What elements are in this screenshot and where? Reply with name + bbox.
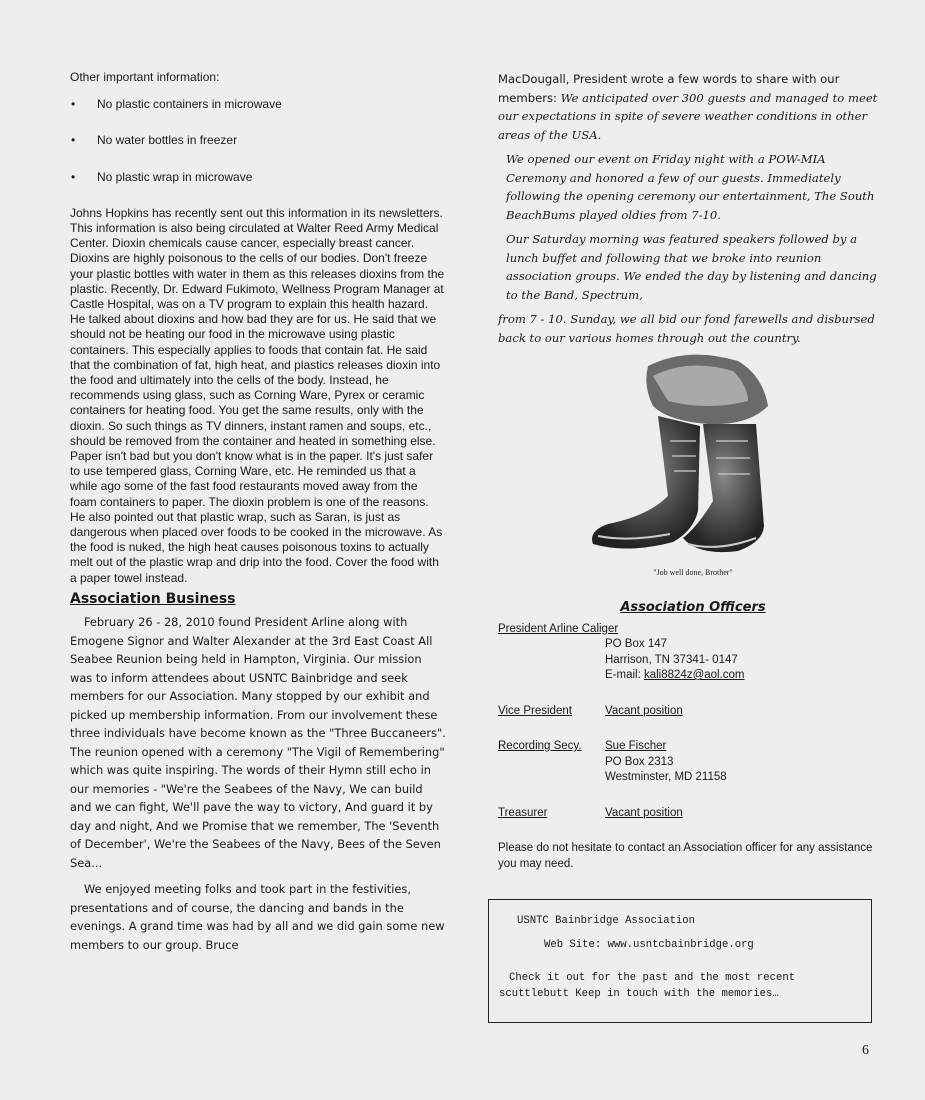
officer-role: President Arline Caliger: [498, 622, 619, 635]
box-text: scuttlebutt Keep in touch with the memories…: [499, 987, 779, 1000]
bullet-icon: •: [71, 133, 76, 148]
dioxin-article: Johns Hopkins has recently sent out this information in its newsletters. This information is also being circulated at Walter Reed Army Medical Center. Dioxin chemicals cause cancer, especially breast cancer. Dioxins are highly poisonous to the cells of our bodies. Don't freeze your plastic bottles with water in them as this releases dioxins from the plastic. Recently, Dr. Edward Fukimoto, Wellness Program Manager at Castle Hospital, was on a TV program to explain this health hazard. He talked about dioxins and how bad they are for us. He said that we should not be heating our food in the microwave using plastic containers. This especially applies to foods that contain fat. He said that the combination of fat, high heat, and plastics releases dioxin into the food and ultimately into the cells of the body. Instead, he recommends using glass, such as Corning Ware, Pyrex or ceramic containers for heating food. You get the same results, only with the dioxin. So such things as TV dinners, instant ramen and soups, etc., should be removed from the container and heated in something else. Paper isn't bad but you don't know what is in the paper. It's just safer to use tempered glass, Corning Ware, etc. He reminded us that a while ago some of the fast food restaurants moved away from the foam containers to paper. The dioxin problem is one of the reasons. He also pointed out that plastic wrap, such as Saran, is just as dangerous when placed over foods to be cooked in the microwave. As the food is nuked, the high heat causes poisonous toxins to actually melt out of the plastic wrap and drip into the food. Cover the food with a paper towel instead.: [70, 205, 445, 585]
list-item: • No water bottles in freezer: [71, 133, 238, 148]
list-item: • No plastic containers in microwave: [71, 97, 282, 112]
intro-text: Other important information:: [70, 70, 220, 84]
list-item: • No plastic wrap in microwave: [71, 169, 253, 184]
page-number: 6: [862, 1043, 869, 1058]
officer-role: Treasurer: [498, 806, 548, 819]
message-paragraph: from 7 - 10. Sunday, we all bid our fond farewells and disbursed back to our various homes through out the country.: [498, 312, 875, 345]
bullet-list: [70, 97, 446, 185]
officer-vice-president: [498, 704, 888, 720]
officer-role: Vice President: [498, 704, 572, 717]
business-section: [70, 613, 446, 954]
officer-name: Sue Fischer: [605, 740, 667, 752]
right-column: [498, 70, 888, 1000]
boots-helmet-photo: [588, 346, 788, 564]
officer-name: Vacant position: [605, 806, 683, 819]
message-paragraph: We opened our event on Friday night with a POW-MIA Ceremony and honored a few of our guests. Immediately following the opening ceremony our entertainment, The South BeachBums played oldies from 7-10.: [506, 152, 875, 222]
officers-heading: Association Officers: [620, 600, 766, 615]
officer-president: President Arline Caliger PO Box 147 Harrison, TN 37341- 0147 E-mail: kali8824z@aol.com: [498, 622, 888, 684]
message-paragraph: MacDougall, President wrote a few words to share with our members: We anticipated over 300 guests and managed to meet our expectations in spite of severe weather conditions in other areas of the USA.: [498, 72, 878, 142]
box-text: Check it out for the past and the most recent: [509, 972, 796, 984]
left-column: [70, 70, 446, 962]
website-box: [488, 899, 872, 1023]
association-name: USNTC Bainbridge Association: [517, 915, 696, 927]
officers-section: [498, 600, 888, 872]
message-paragraph: Our Saturday morning was featured speakers followed by a lunch buffet and following that we broke into reunion association groups. We ended the day by listening and dancing to the Band, Spectrum,: [506, 232, 877, 302]
email-link[interactable]: kali8824z@aol.com: [643, 669, 745, 681]
business-heading: Association Business: [70, 590, 236, 607]
bullet-icon: •: [71, 169, 76, 184]
bullet-icon: •: [71, 97, 76, 112]
business-paragraph: We enjoyed meeting folks and took part in the festivities, presentations and of course, the dancing and bands in the evenings. A grand time was had by all and we did gain some new members to our group. Bruce: [70, 882, 445, 952]
business-paragraph: February 26 - 28, 2010 found President Arline along with Emogene Signor and Walter Alexander at the 3rd East Coast All Seabee Reunion being held in Hampton, Virginia. Our mission was to inform attendees about USNTC Bainbridge and seek members for our Association. Many stopped by our exhibit and picked up membership information. From our involvement these three individuals have become known as the "Three Buccaneers". The reunion opened with a ceremony "The Vigil of Remembering" which was quite inspiring. The words of their Hymn still echo in our memories - "We're the Seabees of the Navy, We can build and we can fight, We'll pave the way to victory, And guard it by day and night, And we Promise that we remember, The 'Seventh of December', We're the Seabees of the Navy, Bees of the Seven Sea...: [70, 615, 446, 870]
officer-recording-secretary: Recording Secy. Sue Fischer PO Box 2313 Westminster, MD 21158: [498, 740, 727, 783]
officer-treasurer: [498, 806, 888, 822]
officer-role: Recording Secy.: [498, 740, 582, 752]
president-message: [498, 70, 888, 347]
photo-caption: "Job well done, Brother": [653, 568, 733, 577]
contact-note: Please do not hesitate to contact an Association officer for any assistance you may need.: [498, 842, 873, 870]
officer-name: Vacant position: [605, 704, 683, 717]
website-line[interactable]: Web Site: www.usntcbainbridge.org: [544, 938, 754, 951]
